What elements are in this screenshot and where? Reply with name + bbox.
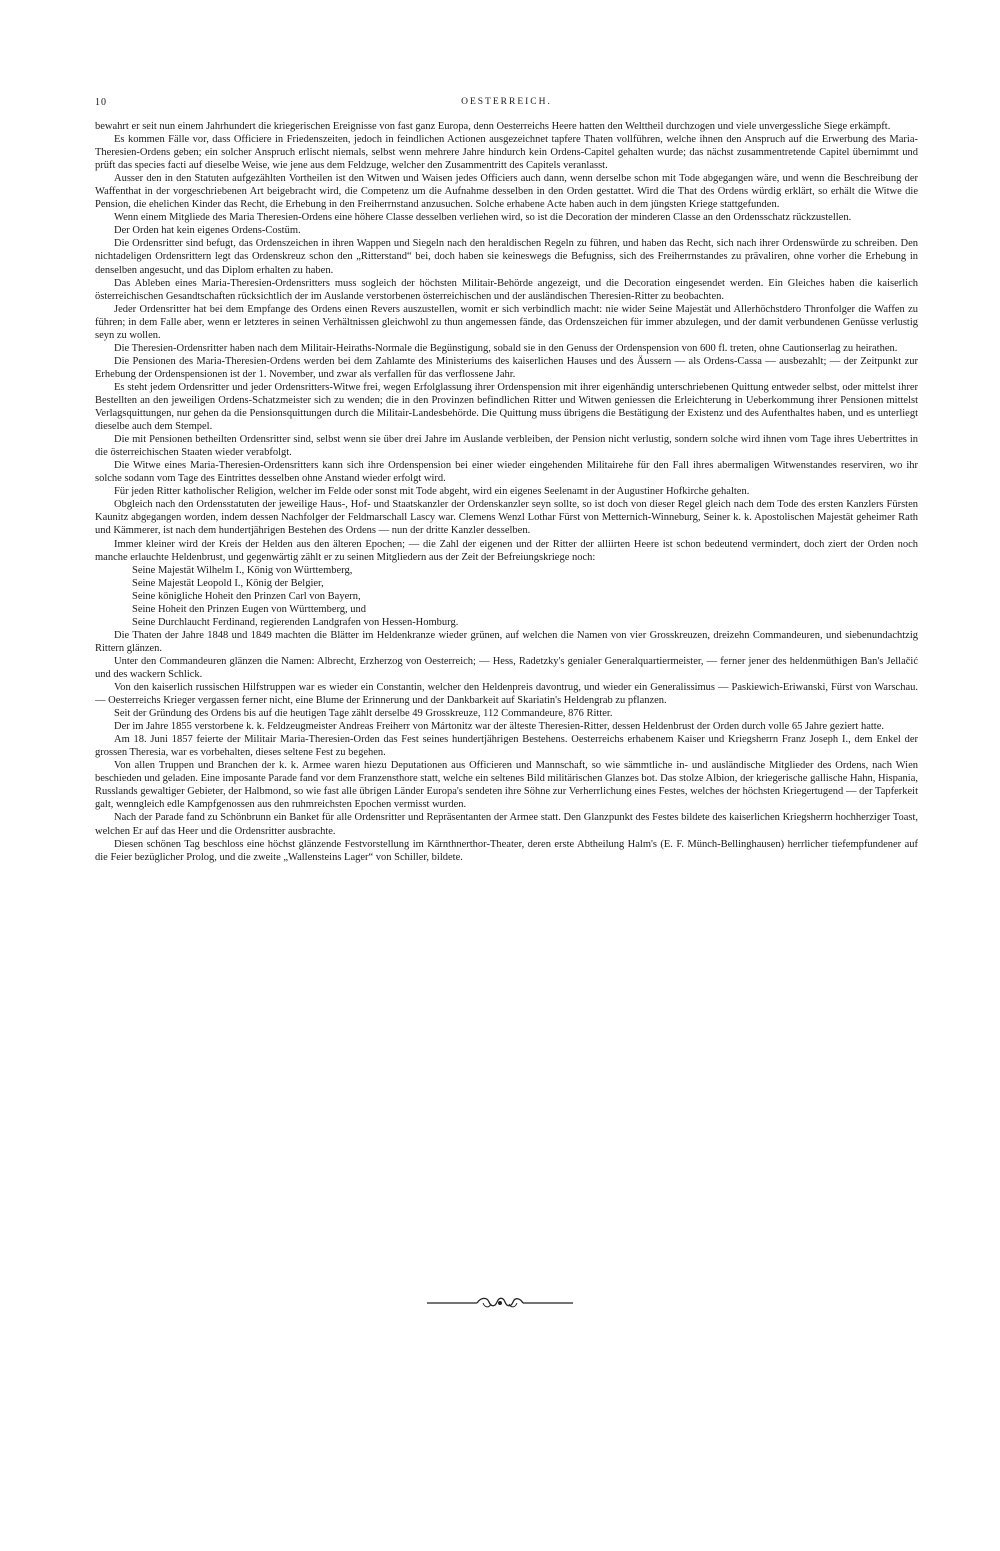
member-list-item: Seine königliche Hoheit den Prinzen Carl von Bayern, <box>132 590 361 602</box>
end-ornament-icon <box>425 1296 575 1310</box>
body-text <box>95 120 918 864</box>
page-number: 10 <box>95 97 107 108</box>
paragraph: Diesen schönen Tag beschloss eine höchst glänzende Festvorstellung im Kärnthnerthor-Theater, deren erste Abtheilung Halm's (E. F. Münch-Bellinghausen) herrlicher tiefempfundener auf die Feier bezüglicher Prolog, und die zweite „Wallensteins Lager“ von Schiller, bildete. <box>95 838 918 863</box>
paragraph: Für jeden Ritter katholischer Religion, welcher im Felde oder sonst mit Tode abgeht, wird ein eigenes Seelenamt in der Augustiner Hofkirche gehalten. <box>114 486 750 498</box>
paragraph: Die Thaten der Jahre 1848 und 1849 machten die Blätter im Heldenkranze wieder grünen, auf welchen die Namen von vier Grosskreuzen, dreizehn Commandeuren, und siebenundachtzig Rittern glänzen. <box>95 629 918 654</box>
paragraph: Jeder Ordensritter hat bei dem Empfange des Ordens einen Revers auszustellen, womit er sich verbindlich macht: nie wider Seine Majestät und Allerhöchstdero Thronfolger die Waffen zu führen; in dem Falle aber, wenn er letzteres in seinen Verhältnissen gleichwohl zu thun angemessen fände, das Ordenszeichen für immer abzulegen, und der damit verbundenen Genüsse verlustig seyn zu wollen. <box>95 303 918 341</box>
paragraph: Der im Jahre 1855 verstorbene k. k. Feldzeugmeister Andreas Freiherr von Mártonitz war der älteste Theresien-Ritter, dessen Heldenbrust der Orden durch volle 65 Jahre geziert hatte. <box>114 721 884 733</box>
paragraph: Es steht jedem Ordensritter und jeder Ordensritters-Witwe frei, wegen Erfolglassung ihrer Ordenspension mit ihrer eigenhändig unterschriebenen Quittung entweder selbst, oder mittelst ihrer Bestellten an den jeweiligen Ordens-Schatzmeister sich zu wenden; die in den Provinzen befindlichen Ritter und Witwen geniessen die Erleichterung in Ueberkommung ihrer Pensionen mittelst Verlagsquittungen, nur gehen da die Pensionsquittungen durch die Militair-Landesbehörde. Die Quittung muss übrigens die Bestätigung der Existenz und des Aufenthaltes haben, und es unterliegt dieselbe auch dem Stempel. <box>95 381 918 433</box>
paragraph: Es kommen Fälle vor, dass Officiere in Friedenszeiten, jedoch in feindlichen Actionen ausgezeichnet tapfere Thaten vollführen, welche ihnen den Anspruch auf die Erwerbung des Maria-Theresien-Ordens geben; ein solcher Anspruch erlischt niemals, selbst wenn mehrere Jahre hindurch kein Ordens-Capitel gehalten wurde; das nächst zusammentretende Capitel übernimmt und prüft das species facti auf dieselbe Weise, wie jene aus dem Feldzuge, welcher den Zusammentritt des Capitels veranlasst. <box>95 134 918 172</box>
paragraph: bewahrt er seit nun einem Jahrhundert die kriegerischen Ereignisse von fast ganz Europa, denn Oesterreichs Heere hatten den Welttheil durchzogen und viele unvergessliche Siege erkämpft. <box>95 121 891 132</box>
member-list-item: Seine Majestät Leopold I., König der Belgier, <box>132 577 324 589</box>
paragraph: Der Orden hat kein eigenes Ordens-Costüm. <box>114 225 301 237</box>
paragraph: Das Ableben eines Maria-Theresien-Ordensritters muss sogleich der höchsten Militair-Behörde angezeigt, und die Decoration eingesendet werden. Ein Gleiches haben die kaiserlich österreichischen Gesandtschaften rücksichtlich der im Auslande verstorbenen österreichischen und der ausländischen Theresien-Ritter zu beobachten. <box>95 277 918 302</box>
member-list-item: Seine Hoheit den Prinzen Eugen von Württemberg, und <box>132 603 367 615</box>
paragraph: Seit der Gründung des Ordens bis auf die heutigen Tage zählt derselbe 49 Grosskreuze, 112 Commandeure, 876 Ritter. <box>114 708 613 720</box>
paragraph: Nach der Parade fand zu Schönbrunn ein Banket für alle Ordensritter und Repräsentanten der Armee statt. Den Glanzpunkt des Festes bildete des kaiserlichen Kriegsherrn hochherziger Toast, welchen Er auf das Heer und die Ordensritter ausbrachte. <box>95 812 918 837</box>
paragraph: Von den kaiserlich russischen Hilfstruppen war es wieder ein Constantin, welcher den Heldenpreis davontrug, und wieder ein Generalissimus — Paskiewich-Eriwanski, Fürst von Warschau. — Oesterreichs Krieger vergassen ferner nicht, eine Blume der Erinnerung und der Dankbarkeit auf Skariatin's Heldengrab zu pflanzen. <box>95 682 918 707</box>
paragraph: Von allen Truppen und Branchen der k. k. Armee waren hiezu Deputationen aus Officieren und Mannschaft, so wie sämmtliche in- und ausländische Mitglieder des Ordens, nach Wien beschieden und geladen. Eine imposante Parade fand vor dem Franzensthore statt, welche ein seltenes Bild militärischen Glanzes bot. Das stolze Albion, der kriegerische gallische Hahn, Hispania, Russlands gewaltiger Gebieter, der Halbmond, so wie fast alle übrigen Länder Europa's sendeten ihre Söhne zur Verherrlichung eines Festes, welches der höchsten Kriegertugend — der Tapferkeit galt, wenngleich edle Kampfgenossen aus den ruhmreichsten Epochen vermisst wurden. <box>95 760 918 811</box>
paragraph: Wenn einem Mitgliede des Maria Theresien-Ordens eine höhere Classe desselben verliehen wird, so ist die Decoration der minderen Classe an den Ordensschatz rückzustellen. <box>114 212 852 224</box>
paragraph: Obgleich nach den Ordensstatuten der jeweilige Haus-, Hof- und Staatskanzler der Ordenskanzler seyn sollte, so ist doch von dieser Regel gleich nach dem Tode des ersten Kanzlers Fürsten Kaunitz abgegangen worden, indem dessen Nachfolger der Feldmarschall Lascy war. Clemens Wenzl Lothar Fürst von Metternich-Winneburg, Seiner k. k. Apostolischen Majestät geheimer Rath und Kämmerer, ist nach dem hundertjährigen Bestehen des Ordens — nun der dritte Kanzler desselben. <box>95 499 918 537</box>
paragraph: Unter den Commandeuren glänzen die Namen: Albrecht, Erzherzog von Oesterreich; — Hess, Radetzky's genialer Generalquartiermeister, — ferner jener des heldenmüthigen Ban's Jellačić und des wackern Schlick. <box>95 655 918 680</box>
paragraph: Die Ordensritter sind befugt, das Ordenszeichen in ihren Wappen und Siegeln nach den heraldischen Regeln zu führen, und haben das Recht, sich nach ihrer Ordenswürde zu schreiben. Den nichtadeligen Ordensrittern legt das Ordenskreuz schon den „Ritterstand“ bei, doch haben sie keineswegs die Befugniss, sich des Freiherrnstandes zu prävaliren, ohne vorher die Erhebung in denselben angesucht, und das Diplom erhalten zu haben. <box>95 238 918 276</box>
running-head: OESTERREICH. <box>461 97 552 107</box>
member-list-item: Seine Durchlaucht Ferdinand, regierenden Landgrafen von Hessen-Homburg. <box>132 616 459 628</box>
paragraph: Die Theresien-Ordensritter haben nach dem Militair-Heiraths-Normale die Begünstigung, sobald sie in den Genuss der Ordenspension von 600 fl. treten, ohne Cautionserlag zu heirathen. <box>114 342 898 354</box>
paragraph: Die mit Pensionen betheilten Ordensritter sind, selbst wenn sie über drei Jahre im Auslande verbleiben, der Pension nicht verlustig, sondern solche wird ihnen vom Tage ihres Uebertrittes in die österreichischen Staaten wieder verabfolgt. <box>95 434 918 459</box>
paragraph: Immer kleiner wird der Kreis der Helden aus den älteren Epochen; — die Zahl der eigenen und der Ritter der alliirten Heere ist schon bedeutend vermindert, doch ziert der Orden noch manche erlauchte Heldenbrust, und gegenwärtig zählt er zu seinen Mitgliedern aus der Zeit der Befreiungskriege noch: <box>95 538 918 563</box>
member-list-item: Seine Majestät Wilhelm I., König von Württemberg, <box>132 564 353 576</box>
paragraph: Die Witwe eines Maria-Theresien-Ordensritters kann sich ihre Ordenspension bei einer wieder eingehenden Militairehe für den Fall ihres abermaligen Witwenstandes reserviren, wo ihr solche sodann vom Tage des Eintrittes desselben ohne Anstand wieder erfolgt wird. <box>95 460 918 485</box>
paragraph: Die Pensionen des Maria-Theresien-Ordens werden bei dem Zahlamte des Ministeriums des kaiserlichen Hauses und des Äussern — als Ordens-Cassa — ausbezahlt; — der Zeitpunkt zur Erhebung der Ordenspensionen ist der 1. November, und zwar als verfallen für das verflossene Jahr. <box>95 355 918 380</box>
paragraph: Ausser den in den Statuten aufgezählten Vortheilen ist den Witwen und Waisen jedes Officiers auch dann, wenn derselbe schon mit Tode abgegangen wäre, und wenn die Beschreibung der Waffenthat in der vorgeschriebenen Art beigebracht wird, die Competenz um die Aufnahme desselben in den Orden gestattet. Wird die That des Ordens würdig erklärt, so erhält die Witwe die Pension, die ehelichen Kinder das Recht, die Erhebung in den Freiherrnstand anzusuchen. Solche erhabene Acte haben auch in dem jüngsten Kriege stattgefunden. <box>95 173 918 211</box>
paragraph: Am 18. Juni 1857 feierte der Militair Maria-Theresien-Orden das Fest seines hundertjährigen Bestehens. Oesterreichs erhabenem Kaiser und Kriegsherrn Franz Joseph I., dem Enkel der grossen Theresia, war es vorbehalten, dieses seltene Fest zu begehen. <box>95 734 918 759</box>
page-header <box>95 97 918 111</box>
